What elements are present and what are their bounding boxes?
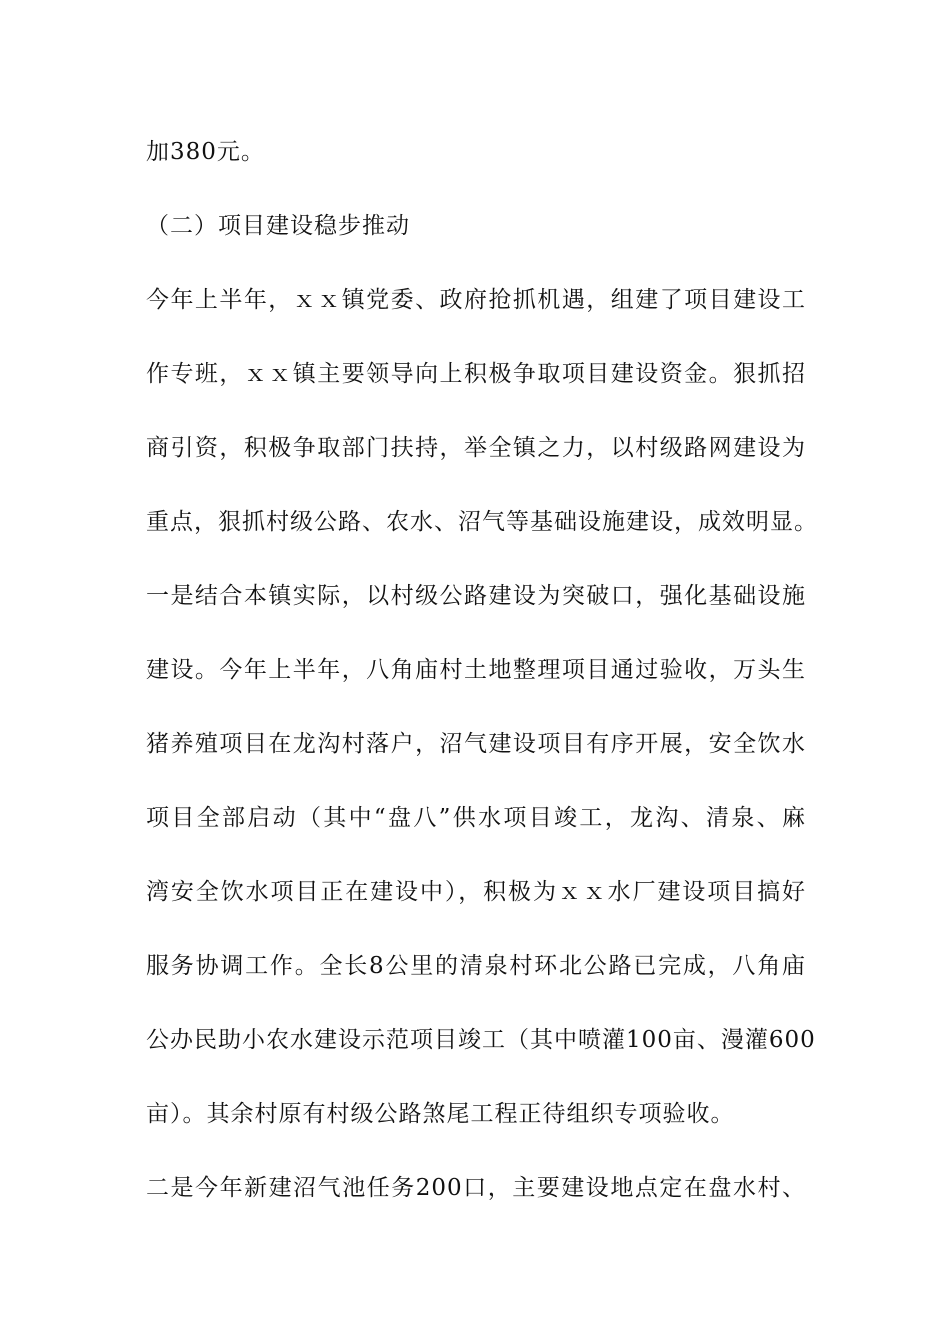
section-heading: （二）项目建设稳步推动 <box>146 213 410 239</box>
text-line: 亩）。其余村原有村级公路煞尾工程正待组织专项验收。 <box>146 1101 735 1127</box>
text-line: 服务协调工作。全长8公里的清泉村环北公路已完成，八角庙 <box>146 953 806 979</box>
text-line: 公办民助小农水建设示范项目竣工（其中喷灌100亩、漫灌600 <box>146 1027 816 1053</box>
text-line: 猪养殖项目在龙沟村落户，沼气建设项目有序开展，安全饮水 <box>146 731 806 757</box>
text-line: 二是今年新建沼气池任务200口，主要建设地点定在盘水村、 <box>146 1175 806 1201</box>
text-line: 作专班，ｘｘ镇主要领导向上积极争取项目建设资金。狠抓招 <box>146 361 806 387</box>
text-line: 今年上半年，ｘｘ镇党委、政府抢抓机遇，组建了项目建设工 <box>146 287 806 313</box>
text-line: 重点，狠抓村级公路、农水、沼气等基础设施建设，成效明显。 <box>146 509 818 535</box>
text-line: 一是结合本镇实际，以村级公路建设为突破口，强化基础设施 <box>146 583 806 609</box>
text-line: 建设。今年上半年，八角庙村土地整理项目通过验收，万头生 <box>146 657 806 683</box>
text-line: 湾安全饮水项目正在建设中），积极为ｘｘ水厂建设项目搞好 <box>146 879 806 905</box>
text-line: 项目全部启动（其中“盘八”供水项目竣工，龙沟、清泉、麻 <box>146 805 806 831</box>
text-line: 商引资，积极争取部门扶持，举全镇之力，以村级路网建设为 <box>146 435 806 461</box>
text-line: 加380元。 <box>146 139 265 165</box>
